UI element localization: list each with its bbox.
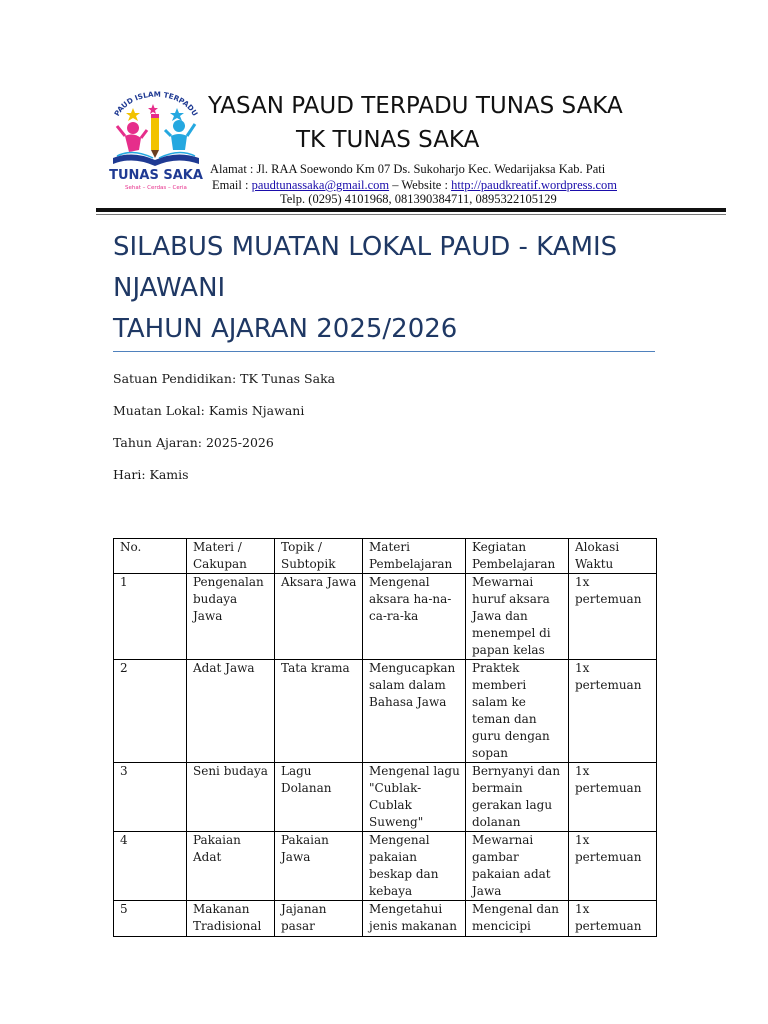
table-cell: Pengenalan budaya Jawa: [187, 574, 275, 660]
table-cell: 1: [114, 574, 187, 660]
table-cell: Mewarnai huruf aksara Jawa dan menempel di papan kelas: [466, 574, 569, 660]
table-cell: Makanan Tradisional: [187, 901, 275, 937]
svg-text:TUNAS SAKA: TUNAS SAKA: [109, 168, 203, 183]
table-cell: 5: [114, 901, 187, 937]
svg-text:Sehat – Cerdas – Ceria: Sehat – Cerdas – Ceria: [125, 185, 187, 191]
table-cell: 1x pertemuan: [569, 574, 657, 660]
table-cell: 2: [114, 660, 187, 763]
table-cell: Seni budaya: [187, 763, 275, 832]
table-cell: Bernyanyi dan bermain gerakan lagu dolanan: [466, 763, 569, 832]
letterhead-divider-thin: [96, 214, 726, 215]
title-line-1: SILABUS MUATAN LOKAL PAUD - KAMIS: [113, 232, 618, 262]
table-cell: 1x pertemuan: [569, 660, 657, 763]
table-row: [114, 574, 657, 660]
table-cell: 3: [114, 763, 187, 832]
title-line-3: TAHUN AJARAN 2025/2026: [113, 314, 458, 344]
address-line: Alamat : Jl. RAA Soewondo Km 07 Ds. Sukoharjo Kec. Wedarijaksa Kab. Pati: [210, 162, 606, 176]
contact-line: [212, 178, 617, 193]
col-header-topik: Topik / Subtopik: [275, 539, 363, 574]
table-cell: Praktek memberi salam ke teman dan guru dengan sopan: [466, 660, 569, 763]
svg-text:PAUD ISLAM TERPADU: PAUD ISLAM TERPADU: [112, 89, 200, 118]
school-name: TK TUNAS SAKA: [296, 127, 480, 153]
table-cell: Mengucapkan salam dalam Bahasa Jawa: [363, 660, 466, 763]
table-cell: 4: [114, 832, 187, 901]
organization-name: YASAN PAUD TERPADU TUNAS SAKA: [208, 93, 623, 119]
col-header-no: No.: [114, 539, 187, 574]
table-cell: Mengenal lagu "Cublak-Cublak Suweng": [363, 763, 466, 832]
table-cell: Jajanan pasar: [275, 901, 363, 937]
table-cell: 1x pertemuan: [569, 763, 657, 832]
table-row: [114, 832, 657, 901]
col-header-alokasi: Alokasi Waktu: [569, 539, 657, 574]
table-row: [114, 660, 657, 763]
document-title: [113, 227, 673, 350]
table-row: [114, 901, 657, 937]
table-cell: 1x pertemuan: [569, 901, 657, 937]
table-header-row: [114, 539, 657, 574]
letterhead-divider: [96, 208, 726, 212]
table-cell: Pakaian Adat: [187, 832, 275, 901]
title-underline: [113, 351, 655, 352]
table-cell: Mengenal dan mencicipi: [466, 901, 569, 937]
table-cell: Lagu Dolanan: [275, 763, 363, 832]
table-cell: Mewarnai gambar pakaian adat Jawa: [466, 832, 569, 901]
phone-line: Telp. (0295) 4101968, 081390384711, 0895322105129: [280, 192, 557, 206]
email-link[interactable]: paudtunassaka@gmail.com: [251, 178, 390, 192]
table-cell: Tata krama: [275, 660, 363, 763]
table-cell: Pakaian Jawa: [275, 832, 363, 901]
website-label: – Website :: [389, 178, 452, 192]
table-cell: 1x pertemuan: [569, 832, 657, 901]
email-label: Email :: [212, 178, 252, 192]
school-logo: [103, 86, 209, 194]
table-row: [114, 763, 657, 832]
col-header-kegiatan: Kegiatan Pembelajaran: [466, 539, 569, 574]
meta-tahun: Tahun Ajaran: 2025-2026: [113, 435, 274, 450]
meta-hari: Hari: Kamis: [113, 467, 189, 482]
meta-muatan: Muatan Lokal: Kamis Njawani: [113, 403, 305, 418]
col-header-materi: Materi / Cakupan: [187, 539, 275, 574]
table-cell: Adat Jawa: [187, 660, 275, 763]
meta-satuan: Satuan Pendidikan: TK Tunas Saka: [113, 371, 336, 386]
table-cell: Aksara Jawa: [275, 574, 363, 660]
website-link[interactable]: http://paudkreatif.wordpress.com: [451, 178, 617, 192]
table-cell: Mengenal aksara ha-na-ca-ra-ka: [363, 574, 466, 660]
col-header-materi-pembelajaran: Materi Pembelajaran: [363, 539, 466, 574]
table-cell: Mengetahui jenis makanan: [363, 901, 466, 937]
table-cell: Mengenal pakaian beskap dan kebaya: [363, 832, 466, 901]
syllabus-table: [113, 538, 657, 937]
title-line-2: NJAWANI: [113, 273, 226, 303]
